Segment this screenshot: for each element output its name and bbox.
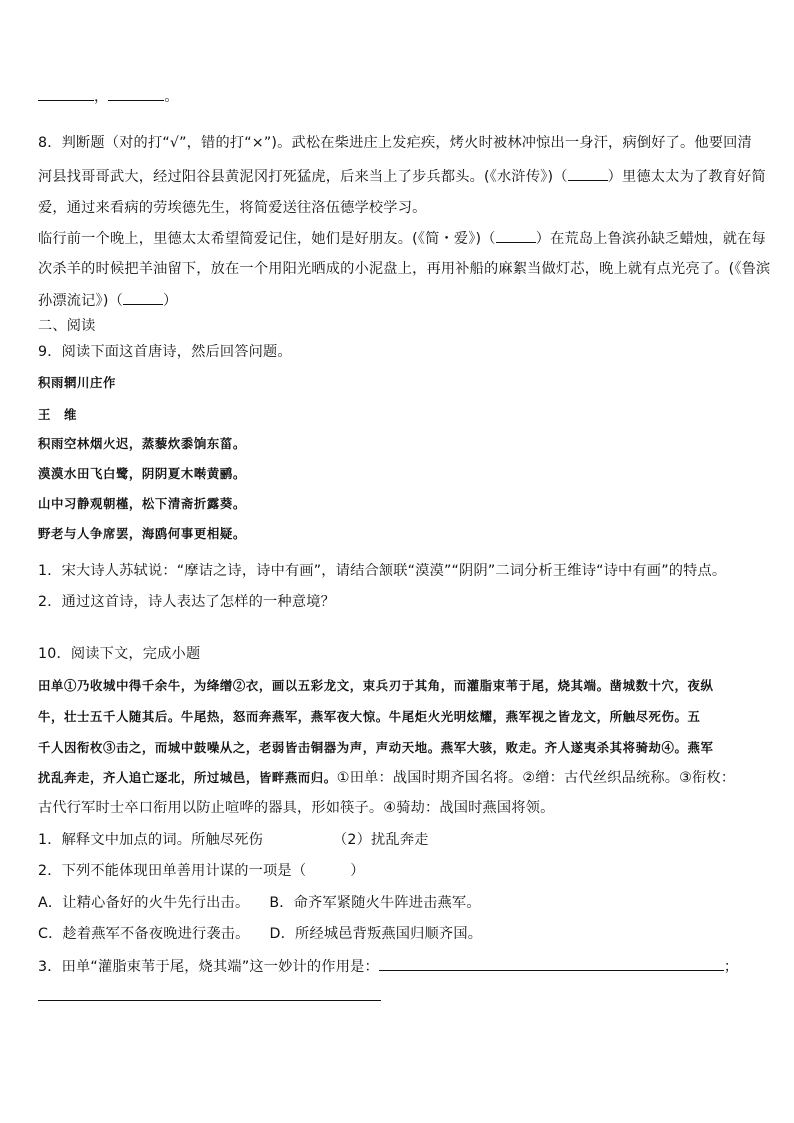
answer-blank[interactable]: [108, 86, 164, 101]
poem-line: 山中习静观朝槿，松下清斋折露葵。: [38, 496, 246, 511]
q8-line-4: [38, 228, 766, 249]
q8-text: 河县找哥哥武大，经过阳谷县黄泥冈打死猛虎，后来当上了步兵都头。(《水浒传》)（: [38, 169, 568, 185]
section-heading: 二、阅读: [38, 318, 96, 334]
q8-text: ）在荒岛上鲁滨孙缺乏蜡烛，就在每: [535, 231, 766, 247]
answer-blank[interactable]: [379, 956, 724, 971]
q10-subquestion-3: [38, 956, 738, 977]
options-row: [38, 893, 481, 913]
q10-text: ）: [350, 863, 365, 879]
answer-blank[interactable]: [496, 228, 536, 243]
q10-subquestion-2: [38, 861, 365, 881]
q9-intro: 9．阅读下面这首唐诗，然后回答问题。: [38, 344, 292, 360]
passage-line: 牛，壮士五千人随其后。牛尾热，怒而奔燕军，燕军夜大惊。牛尾炬火光明炫耀，燕军视之皆龙文，所触尽死伤。五: [38, 709, 701, 724]
q8-text: ）里德太太为了教育好简: [607, 169, 766, 185]
answer-blank[interactable]: [568, 166, 608, 181]
q10-intro: 10．阅读下文，完成小题: [38, 646, 201, 662]
answer-blank-line[interactable]: [38, 1000, 381, 1001]
q8-line-5: 次杀羊的时候把羊油留下，放在一个用阳光晒成的小泥盘上，再用补船的麻絮当做灯芯，晚上就有点光亮了。(《鲁滨: [38, 261, 771, 277]
q10-text: 3．田单“灌脂束苇于尾，烧其端”这一妙计的作用是：: [38, 959, 379, 975]
q9-subquestion-1: 1．宋大诗人苏轼说：“摩诘之诗，诗中有画”，请结合颔联“漠漠”“阴阴”二词分析王维诗“诗中有画”的特点。: [38, 563, 727, 579]
passage-text: 扰乱奔走，齐人追亡逐北，所过城邑，皆畔燕而归。: [38, 770, 337, 785]
option-c[interactable]: C．趁着燕军不备夜晚进行袭击。: [38, 926, 250, 942]
q8-text: ）: [162, 293, 178, 309]
q9-subquestion-2: 2．通过这首诗，诗人表达了怎样的一种意境？: [38, 594, 335, 610]
passage-notes: ①田单：战国时期齐国名将。②缯：古代丝织品统称。③衔枚：: [336, 770, 736, 786]
semicolon: ；: [723, 959, 739, 975]
q8-text: 孙漂流记》)（: [38, 293, 123, 309]
q10-text: 2．下列不能体现田单善用计谋的一项是（: [38, 863, 307, 879]
q8-text: 临行前一个晚上，里德太太希望简爱记住，她们是好朋友。(《简・爱》)（: [38, 231, 496, 247]
q8-line-2: [38, 166, 766, 187]
poem-title: 积雨辋川庄作: [38, 375, 116, 390]
q10-text: （2）扰乱奔走: [333, 832, 429, 848]
q8-line-3: 爱，通过来看病的劳埃德先生，将简爱送往洛伍德学校学习。: [38, 200, 427, 216]
answer-blank[interactable]: [38, 86, 94, 101]
poem-line: 积雨空林烟火迟，蒸藜炊黍饷东菑。: [38, 436, 246, 451]
passage-line: [38, 768, 735, 788]
option-b[interactable]: B．命齐军紧随火牛阵进击燕军。: [269, 895, 481, 911]
q10-text: 1．解释文中加点的词。所触尽死伤: [38, 832, 264, 848]
options-row: [38, 924, 482, 944]
comma: ，: [94, 89, 109, 105]
poem-line: 漠漠水田飞白鹭，阴阴夏木啭黄鹂。: [38, 466, 246, 481]
top-answer-line: [38, 86, 179, 107]
option-d[interactable]: D．所经城邑背叛燕国归顺齐国。: [269, 926, 483, 942]
passage-line: 千人因衔枚③击之，而城中鼓噪从之，老弱皆击铜器为声，声动天地。燕军大骇，败走。齐人遂夷杀其将骑劫④。燕军: [38, 740, 714, 755]
passage-notes-line: 古代行军时士卒口衔用以防止喧哗的器具，形如筷子。④骑劫：战国时燕国将领。: [38, 800, 555, 816]
q10-subquestion-1: [38, 830, 429, 850]
poem-author: 王 维: [38, 407, 77, 422]
passage-line: 田单①乃收城中得千余牛，为绛缯②衣，画以五彩龙文，束兵刃于其角，而灌脂束苇于尾，烧其端。凿城数十穴，夜纵: [38, 678, 714, 693]
q8-line-1: 8．判断题（对的打“√”，错的打“×”)。武松在柴进庄上发疟疾，烤火时被林冲惊出一身汗，病倒好了。他要回清: [38, 135, 752, 151]
q8-line-6: [38, 290, 177, 311]
answer-blank[interactable]: [123, 290, 163, 305]
option-a[interactable]: A．让精心备好的火牛先行出击。: [38, 895, 250, 911]
poem-line: 野老与人争席罢，海鸥何事更相疑。: [38, 526, 246, 541]
period: 。: [164, 89, 179, 105]
